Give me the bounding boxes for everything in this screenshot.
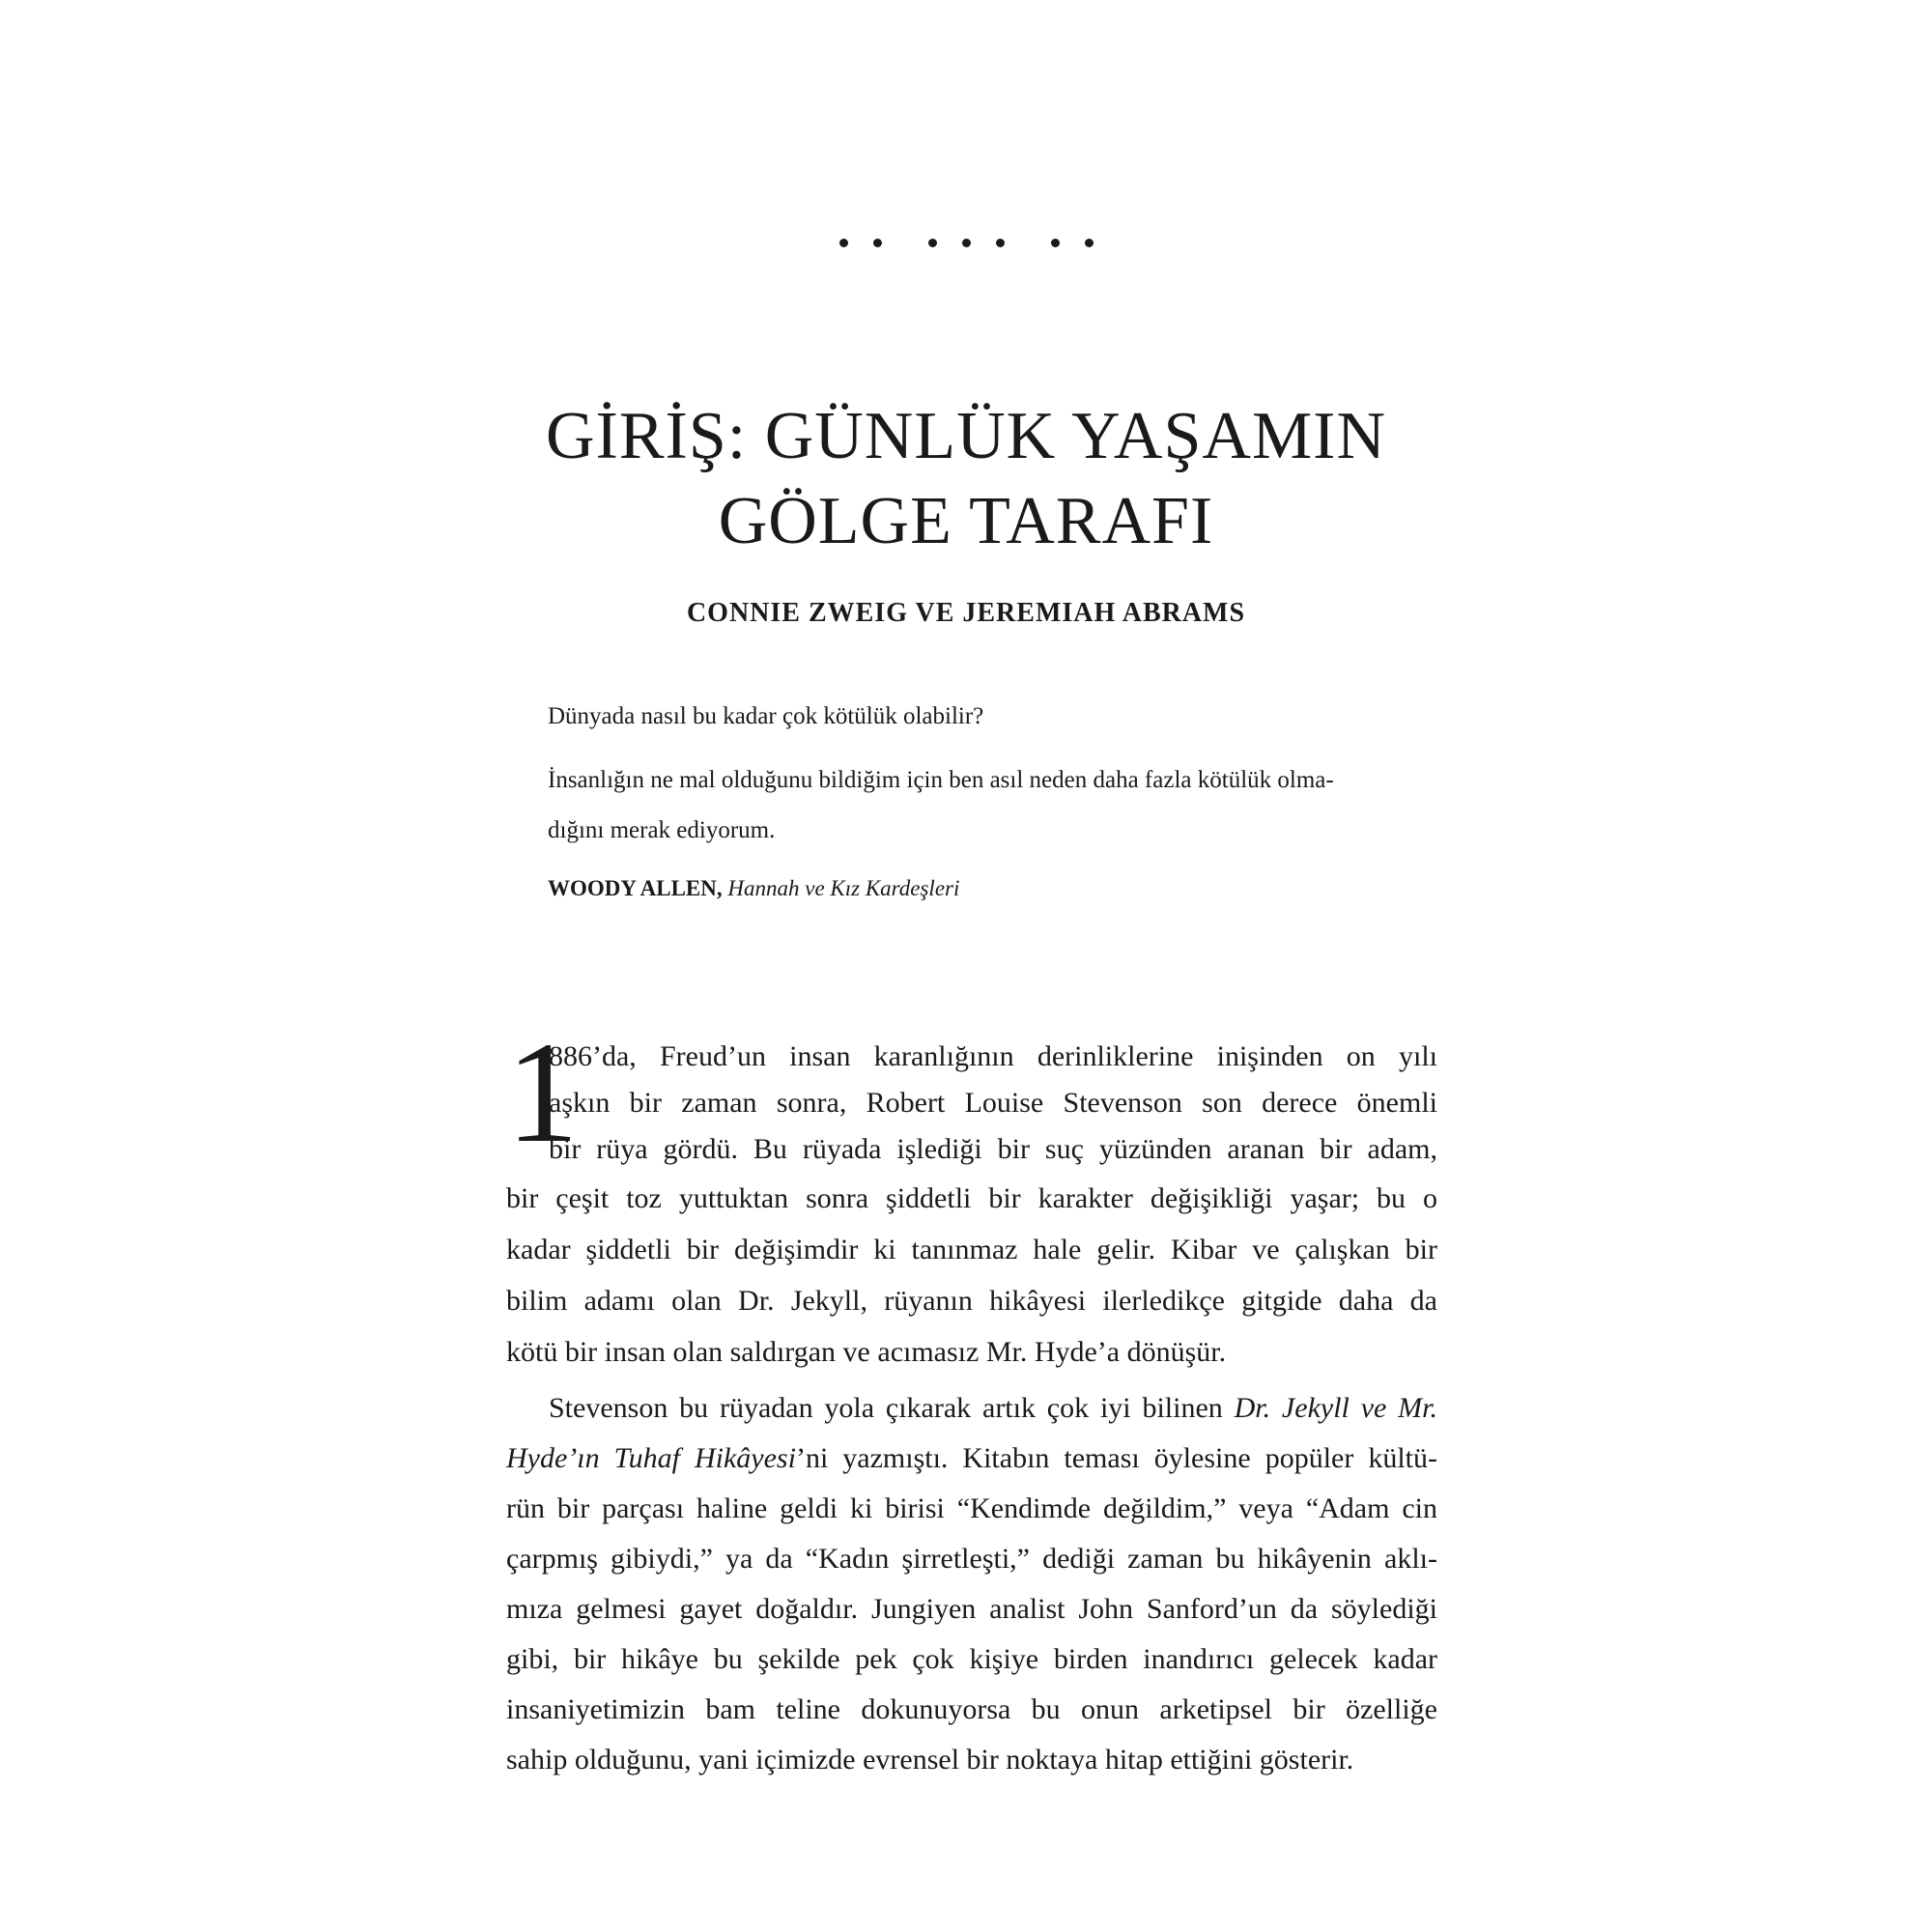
body-line: çarpmış gibiydi,” ya da “Kadın şirretleşti,” dediği zaman bu hikâyenin aklı- xyxy=(506,1543,1437,1575)
ornament-group xyxy=(839,239,882,247)
body-text-run: ’ni yazmıştı. Kitabın teması öylesine popüler kültü- xyxy=(795,1442,1437,1474)
body-line xyxy=(506,1434,1437,1484)
body-line xyxy=(506,1383,1437,1434)
chapter-title-line: GÖLGE TARAFI xyxy=(718,484,1214,558)
ornament-dot xyxy=(839,239,848,247)
body-line: mıza gelmesi gayet doğaldır. Jungiyen analist John Sanford’un da söylediği xyxy=(506,1593,1437,1625)
epigraph-line xyxy=(548,755,1417,856)
body-line: kötü bir insan olan saldırgan ve acımasız Mr. Hyde’a dönüşür. xyxy=(506,1336,1227,1368)
book-title-run: Dr. Jekyll ve Mr. xyxy=(1234,1392,1437,1424)
epigraph-attribution xyxy=(548,869,1417,908)
ornament-dot xyxy=(928,239,937,247)
ornament-dot xyxy=(873,239,882,247)
body-line: 886’da, Freud’un insan karanlığının derinliklerine inişinden on yılı xyxy=(549,1040,1437,1072)
ornament-group xyxy=(1051,239,1094,247)
chapter-title-line: GİRİŞ: GÜNLÜK YAŞAMIN xyxy=(545,399,1387,473)
body-line: sahip olduğunu, yani içimizde evrensel bir noktaya hitap ettiğini gösterir. xyxy=(506,1744,1354,1776)
paragraph xyxy=(506,1383,1437,1785)
ornament-dot xyxy=(996,239,1005,247)
body-text xyxy=(506,1012,1437,1785)
ornament-dot xyxy=(1051,239,1060,247)
ornament-group xyxy=(928,239,1005,247)
body-text-run: Stevenson bu rüyadan yola çıkarak artık çok iyi bilinen xyxy=(549,1392,1235,1424)
attribution-name: WOODY ALLEN, xyxy=(548,876,723,900)
epigraph-line-part: İnsanlığın ne mal olduğunu bildiğim için ben asıl neden daha fazla kötülük olma- xyxy=(548,767,1334,793)
body-line: insaniyetimizin bam teline dokunuyorsa bu onun arketipsel bir özelliğe xyxy=(506,1693,1437,1725)
epigraph-line: Dünyada nasıl bu kadar çok kötülük olabilir? xyxy=(548,703,984,729)
body-line: kadar şiddetli bir değişimdir ki tanınmaz hale gelir. Kibar ve çalışkan bir xyxy=(506,1234,1437,1265)
section-ornament xyxy=(0,228,1932,257)
chapter-authors: CONNIE ZWEIG VE JEREMIAH ABRAMS xyxy=(686,598,1246,628)
epigraph xyxy=(548,697,1417,908)
epigraph-line-part: dığını merak ediyorum. xyxy=(548,817,776,843)
drop-cap: 1 xyxy=(506,1012,579,1173)
paragraph xyxy=(506,1012,1437,1378)
ornament-dot xyxy=(1085,239,1094,247)
body-line: bir rüya gördü. Bu rüyada işlediği bir suç yüzünden aranan bir adam, xyxy=(549,1133,1437,1165)
book-title-run: Hyde’ın Tuhaf Hikâyesi xyxy=(506,1442,796,1474)
attribution-work: Hannah ve Kız Kardeşleri xyxy=(727,876,960,900)
body-line: bir çeşit toz yuttuktan sonra şiddetli bir karakter değişikliği yaşar; bu o xyxy=(506,1182,1437,1214)
ornament-dot xyxy=(962,239,971,247)
body-line: gibi, bir hikâye bu şekilde pek çok kişiye birden inandırıcı gelecek kadar xyxy=(506,1643,1437,1675)
body-line: bilim adamı olan Dr. Jekyll, rüyanın hikâyesi ilerledikçe gitgide daha da xyxy=(506,1285,1437,1317)
body-line: rün bir parçası haline geldi ki birisi “Kendimde değildim,” veya “Adam cin xyxy=(506,1492,1437,1524)
chapter-title xyxy=(0,394,1932,564)
body-line: aşkın bir zaman sonra, Robert Louise Stevenson son derece önemli xyxy=(549,1087,1437,1119)
